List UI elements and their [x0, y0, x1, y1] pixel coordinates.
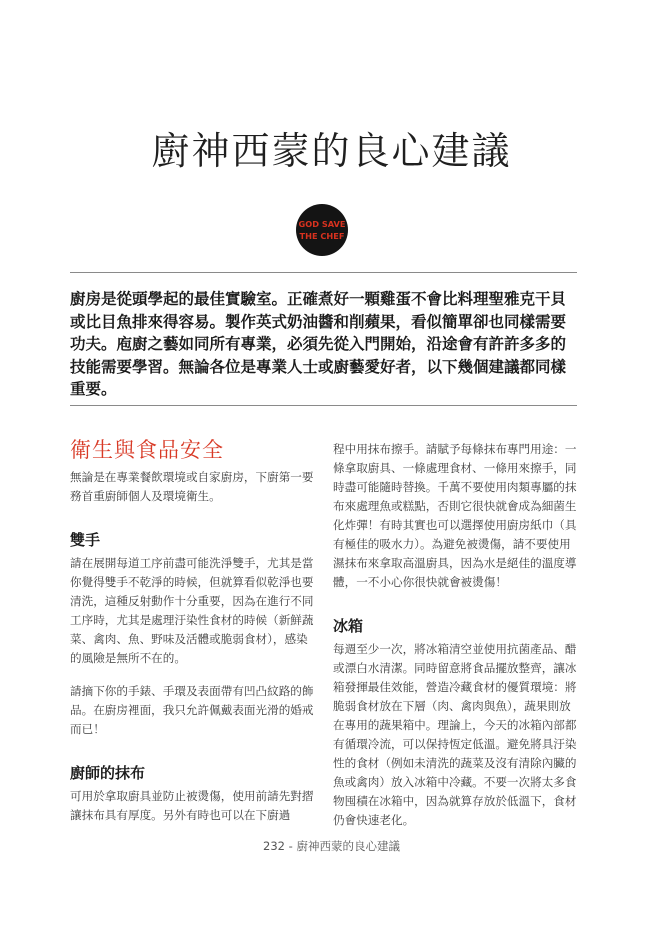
heading-hands: 雙手 [70, 531, 101, 549]
logo-line-1: GOD SAVE [298, 219, 346, 229]
god-save-the-chef-logo [295, 203, 349, 257]
towel-paragraph-start: 可用於拿取廚具並防止被燙傷，使用前請先對摺讓抹布具有厚度。另外有時也可以在下廚過 [70, 789, 314, 822]
page-title: 廚神西蒙的良心建議 [151, 129, 512, 173]
heading-fridge: 冰箱 [333, 617, 364, 635]
section-title-hygiene: 衛生與食品安全 [70, 438, 224, 462]
heading-chef-towel: 廚師的抹布 [70, 764, 146, 782]
towel-paragraph-continued: 程中用抹布擦手。請賦予每條抹布專門用途：一條拿取廚具、一條處理食材、一條用來擦手，同時盡可能隨時替換。千萬不要使用肉類專屬的抹布來處理魚或糕點，否則它很快就會成為細菌生化炸彈！有時其實也可以選擇使用廚房紙巾（具有極佳的吸水力）。為避免被燙傷，請不要使用濕抹布來拿取高溫廚具，因為水是絕佳的溫度導體，一不小心你很快就會被燙傷！ [333, 442, 577, 589]
logo-line-2: THE CHEF [299, 231, 345, 241]
hands-paragraph-2: 請摘下你的手錶、手環及表面帶有凹凸紋路的飾品。在廚房裡面，我只允許佩戴表面光滑的婚戒而已！ [70, 684, 314, 736]
hands-paragraph-1: 請在展開每道工序前盡可能洗淨雙手，尤其是當你覺得雙手不乾淨的時候，但就算看似乾淨也要清洗，這種反射動作十分重要，因為在進行不同工序時，尤其是處理汙染性食材的時候（新鮮蔬菜、禽肉、魚、野味及活體或脆弱食材），感染的風險是無所不在的。 [70, 556, 314, 665]
left-column [70, 436, 318, 825]
intro-paragraph: 廚房是從頭學起的最佳實驗室。正確煮好一顆雞蛋不會比料理聖雅克干貝或比目魚排來得容易。製作英式奶油醬和削蘋果，看似簡單卻也同樣需要功夫。庖廚之藝如同所有專業，必須先從入門開始，沿途會有許許多多的技能需要學習。無論各位是專業人士或廚藝愛好者，以下幾個建議都同樣重要。 [70, 290, 567, 398]
logo-badge-icon [295, 203, 349, 257]
fridge-paragraph: 每週至少一次，將冰箱清空並使用抗菌產品、醋或漂白水清潔。同時留意將食品擺放整齊，讓冰箱發揮最佳效能，營造冷藏食材的優質環境：將脆弱食材放在下層（肉、禽肉與魚），蔬果則放在專用的蔬果箱中。理論上，今天的冰箱內部都有循環冷流，可以保持恆定低溫。避免將具汙染性的食材（例如未清洗的蔬菜及沒有清除內臟的魚或禽肉）放入冰箱中冷藏。不要一次將太多食物囤積在冰箱中，因為就算存放於低溫下，食材仍會快速老化。 [333, 642, 577, 827]
intro-top-rule [70, 272, 577, 273]
hygiene-intro: 無論是在專業餐飲環境或自家廚房，下廚第一要務首重廚師個人及環境衛生。 [70, 470, 314, 503]
page-footer: 232 - 廚神西蒙的良心建議 [263, 839, 400, 853]
intro-bottom-rule [70, 405, 577, 406]
right-column [333, 440, 579, 830]
